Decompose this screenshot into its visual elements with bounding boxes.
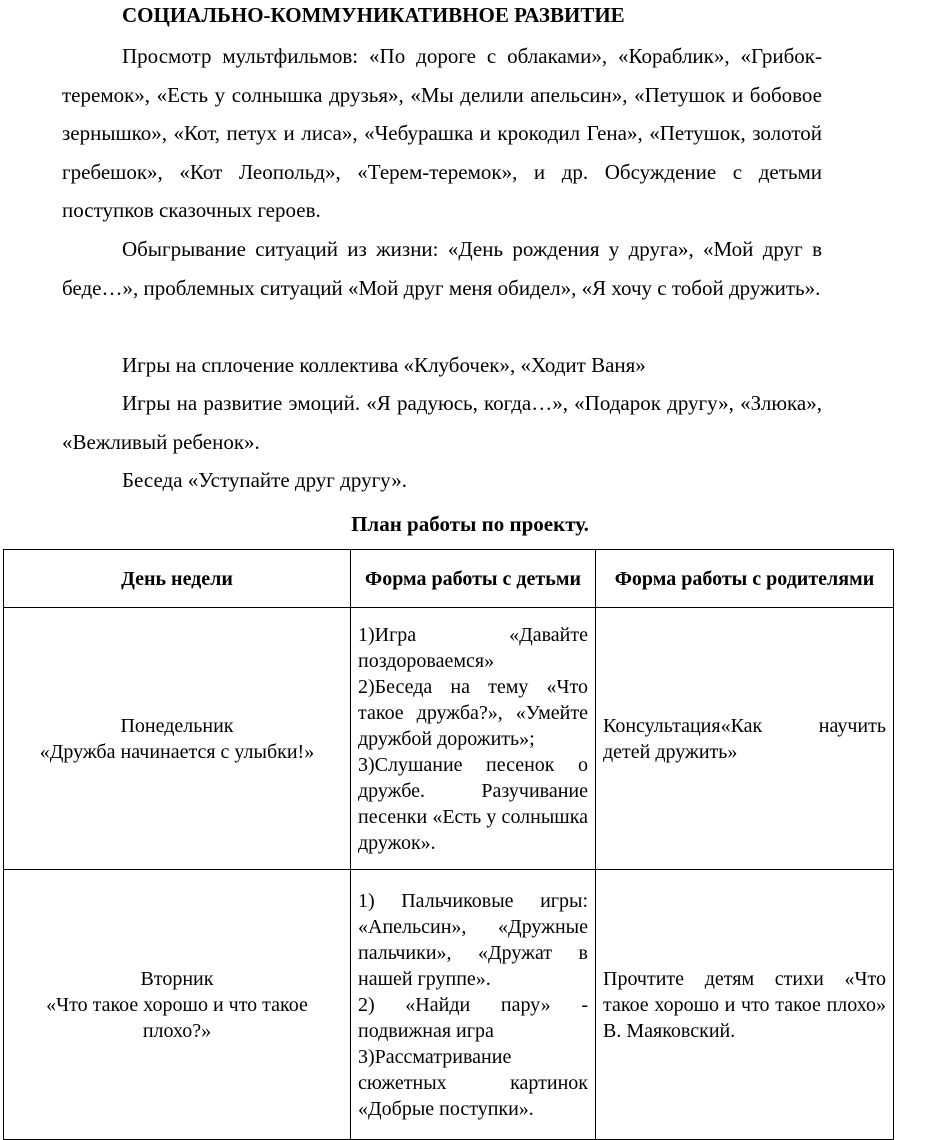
day-cell [4, 870, 351, 1140]
header-day: День недели [4, 550, 351, 608]
paragraph-situations: Обыгрывание ситуаций из жизни: «День рождения у друга», «Мой друг в беде…», проблемных ситуаций «Мой друг меня обидел», «Я хочу с тобой дружить». [62, 237, 822, 300]
plan-title: План работы по проекту. [351, 512, 589, 536]
children-work-item: 3)Слушание песенок о дружбе. Разучивание песенки «Есть у солнышка дружок». [358, 753, 588, 854]
parents-work-cell: Прочтите детям стихи «Что такое хорошо и что такое плохо» В. Маяковский. [596, 870, 894, 1140]
children-work-item: 3)Рассматривание сюжетных картинок «Добрые поступки». [358, 1045, 588, 1120]
day-theme: «Дружба начинается с улыбки!» [39, 740, 315, 763]
day-name: Понедельник [120, 714, 234, 737]
table-row [4, 608, 894, 870]
table-row [4, 870, 894, 1140]
header-parents-work: Форма работы с родителями [596, 550, 894, 608]
header-children-work: Форма работы с детьми [351, 550, 596, 608]
children-work-item: 2)Беседа на тему «Что такое дружба?», «Умейте дружбой дорожить»; [358, 675, 588, 750]
children-work-item: 1)Игра «Давайте поздороваемся» [358, 623, 588, 672]
children-work-item: 2) «Найди пару» - подвижная игра [358, 993, 588, 1042]
parents-work-cell: Консультация«Как научить детей дружить» [596, 608, 894, 870]
children-work-cell [351, 608, 596, 870]
day-theme: «Что такое хорошо и что такое плохо?» [46, 993, 308, 1042]
table-header-row [4, 550, 894, 608]
paragraph-cartoons: Просмотр мультфильмов: «По дороге с облаками», «Кораблик», «Грибок-теремок», «Есть у солнышка друзья», «Мы делили апельсин», «Петушок и бобовое зернышко», «Кот, петух и лиса», «Чебурашка и крокодил Гена», «Петушок, золотой гребешок», «Кот Леопольд», «Терем-теремок», и др. Обсуждение с детьми поступков сказочных героев. [62, 44, 822, 222]
plan-table [3, 549, 894, 1140]
section-heading: СОЦИАЛЬНО-КОММУНИКАТИВНОЕ РАЗВИТИЕ [122, 3, 625, 27]
children-work-cell [351, 870, 596, 1140]
paragraph-team-games: Игры на сплочение коллектива «Клубочек», «Ходит Ваня» [122, 353, 646, 377]
children-work-item: 1) Пальчиковые игры: «Апельсин», «Дружные пальчики», «Дружат в нашей группе». [358, 889, 588, 990]
day-name: Вторник [140, 967, 214, 990]
paragraph-emotion-games: Игры на развитие эмоций. «Я радуюсь, когда…», «Подарок другу», «Злюка», «Вежливый ребенок». [62, 391, 822, 454]
paragraph-conversation: Беседа «Уступайте друг другу». [122, 468, 407, 492]
day-cell [4, 608, 351, 870]
